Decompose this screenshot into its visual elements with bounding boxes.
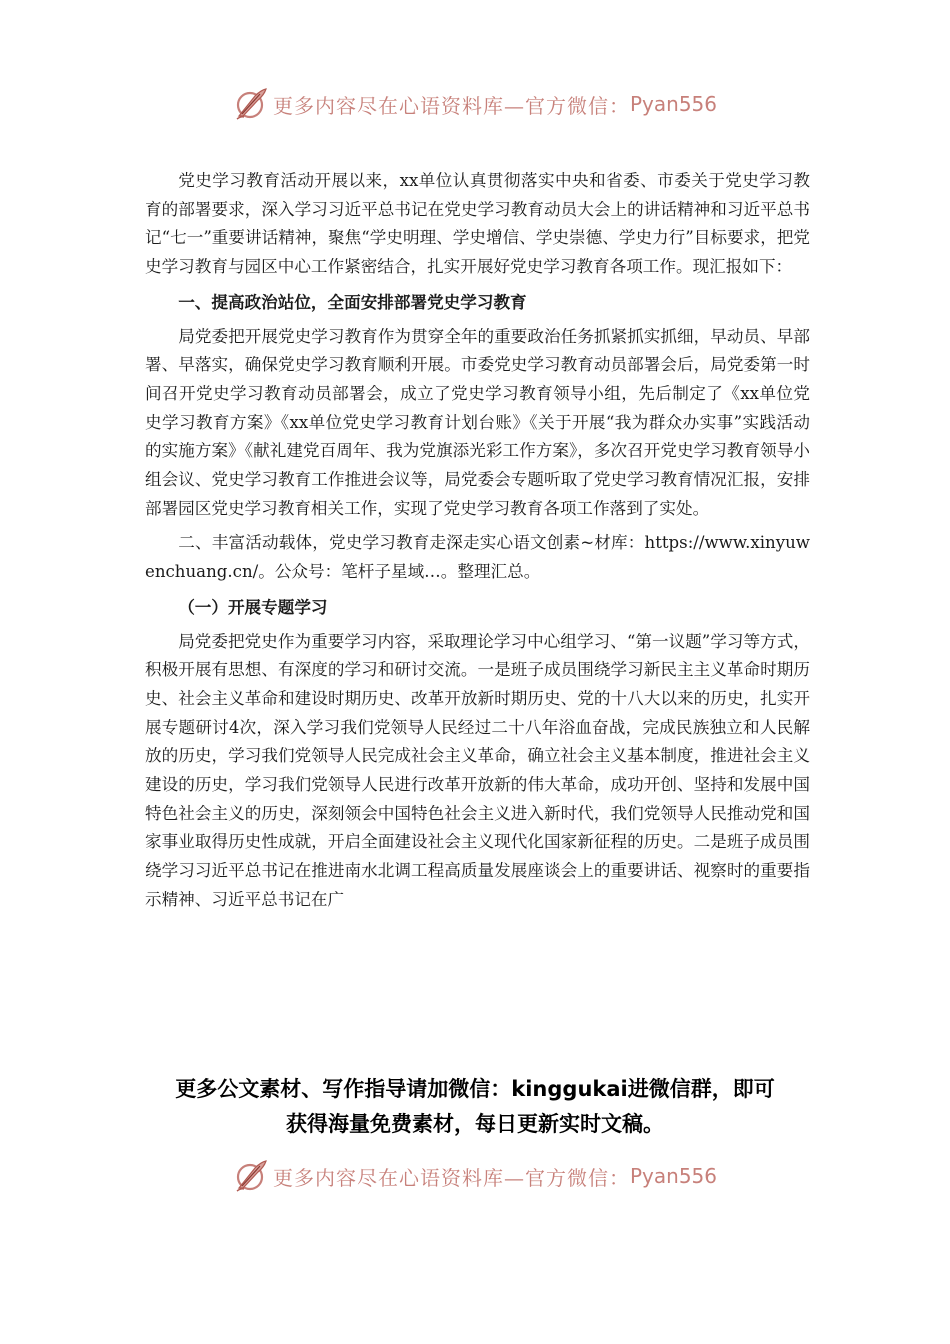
intro-paragraph: 党史学习教育活动开展以来，xx单位认真贯彻落实中央和省委、市委关于党史学习教育的部署要求，深入学习习近平总书记在党史学习教育动员大会上的讲话精神和习近平总书记“七一”重要讲话精神，聚焦“学史明理、学史增信、学史崇德、学史力行”目标要求，把党史学习教育与园区中心工作紧密结合，扎实开展好党史学习教育各项工作。现汇报如下： <box>145 171 810 277</box>
section-1-paragraph: 局党委把开展党史学习教育作为贯穿全年的重要政治任务抓紧抓实抓细，早动员、早部署、早落实，确保党史学习教育顺利开展。市委党史学习教育动员部署会后，局党委第一时间召开党史学习教育动员部署会，成立了党史学习教育领导小组，先后制定了《xx单位党史学习教育方案》《xx单位党史学习教育计划台账》《关于开展“我为群众办实事”实践活动的实施方案》《献礼建党百周年、我为党旗添光彩工作方案》，多次召开党史学习教育领导小组会议、党史学习教育工作推进会议等，局党委会专题听取了党史学习教育情况汇报，安排部署园区党史学习教育相关工作，实现了党史学习教育各项工作落到了实处。 <box>145 326 810 518</box>
section-heading-1: 一、提高政治站位，全面安排部署党史学习教育 <box>178 291 527 312</box>
banner-wechat-id: Pyan556 <box>629 1164 717 1188</box>
promo-notice <box>0 1072 950 1142</box>
promo-line-1: 更多公文素材、写作指导请加微信：kinggukai进微信群，即可 <box>175 1077 775 1101</box>
subsection-heading-1: （一）开展专题学习 <box>178 596 328 617</box>
header-banner <box>0 84 950 124</box>
banner-text: 更多内容尽在心语资料库—官方微信： <box>272 1165 630 1190</box>
document-body <box>145 167 810 915</box>
banner-wechat-id: Pyan556 <box>629 92 717 116</box>
banner-text: 更多内容尽在心语资料库—官方微信： <box>272 93 630 118</box>
quill-pen-logo-icon <box>233 86 269 122</box>
footer-banner <box>0 1156 950 1196</box>
promo-line-2: 获得海量免费素材，每日更新实时文稿。 <box>286 1112 664 1136</box>
section-heading-2: 二、丰富活动载体，党史学习教育走深走实心语文创素~材库：https://www.xinyuwenchuang.cn/。公众号：笔杆子星域…。整理汇总。 <box>145 533 810 582</box>
subsection-1-paragraph: 局党委把党史作为重要学习内容，采取理论学习中心组学习、“第一议题”学习等方式，积极开展有思想、有深度的学习和研讨交流。一是班子成员围绕学习新民主主义革命时期历史、社会主义革命和建设时期历史、改革开放新时期历史、党的十八大以来的历史，扎实开展专题研讨4次，深入学习我们党领导人民经过二十八年浴血奋战，完成民族独立和人民解放的历史，学习我们党领导人民完成社会主义革命，确立社会主义基本制度，推进社会主义建设的历史，学习我们党领导人民进行改革开放新的伟大革命，成功开创、坚持和发展中国特色社会主义的历史，深刻领会中国特色社会主义进入新时代，我们党领导人民推动党和国家事业取得历史性成就，开启全面建设社会主义现代化国家新征程的历史。二是班子成员围绕学习习近平总书记在推进南水北调工程高质量发展座谈会上的重要讲话、视察时的重要指示精神、习近平总书记在广 <box>145 631 810 909</box>
quill-pen-logo-icon <box>233 1158 269 1194</box>
